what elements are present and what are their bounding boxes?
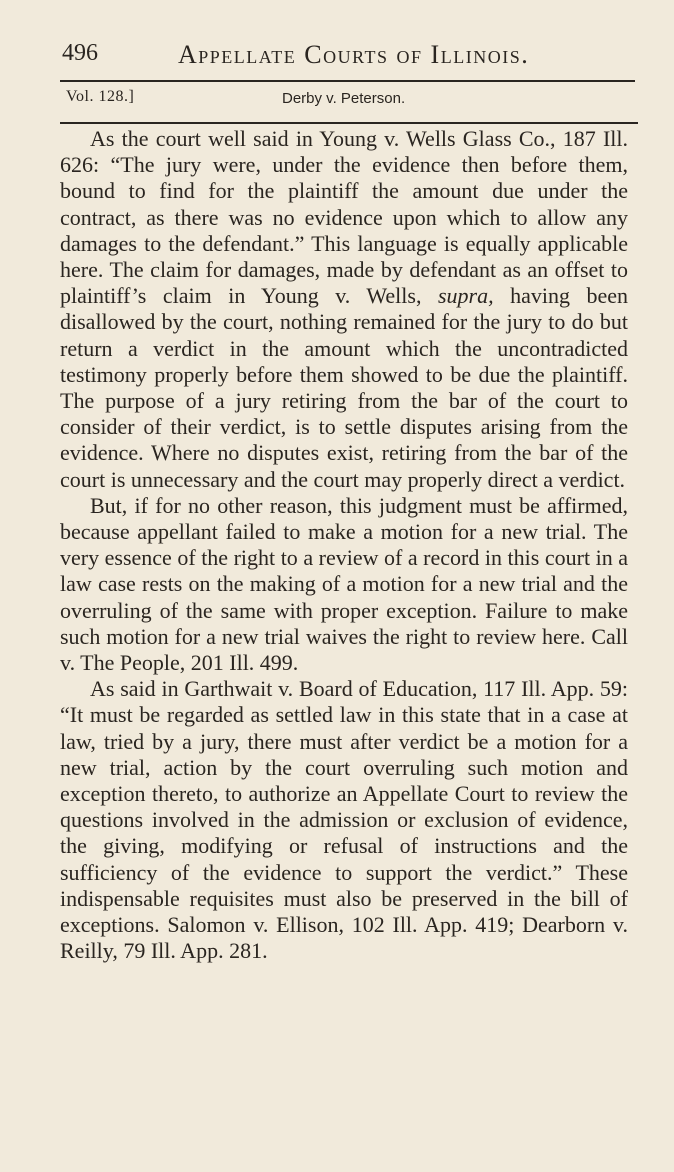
supra-citation: supra, <box>437 283 494 309</box>
paragraph-1-part-2: having been disallowed by the court, nothing remained for the jury to do but return a verdict in the amount which the uncontradicted testimony properly before them showed to be due the plaintiff. The purpose of a jury retiring from the bar of the court to consider of their verdict, is to settle disputes arising from the evidence. Where no disputes exist, retiring from the bar of the court is unnecessary and the court may properly direct a verdict. <box>60 283 629 492</box>
header-rule-top <box>60 80 635 82</box>
case-subheader <box>66 86 626 112</box>
running-header <box>62 40 552 76</box>
paragraph-1 <box>60 126 628 493</box>
opinion-text <box>60 126 628 965</box>
paragraph-3: As said in Garthwait v. Board of Education, 117 Ill. App. 59: “It must be regarded as settled law in this state that in a case at law, tried by a jury, there must after verdict be a motion for a new trial, action by the court overruling such motion and exception thereto, to authorize an Appellate Court to review the questions involved in the admission or exclusion of evidence, the giving, modifying or refusal of instructions and the sufficiency of the evidence to support the verdict.” These indispensable requisites must also be preserved in the bill of exceptions. Salomon v. Ellison, 102 Ill. App. 419; Dearborn v. Reilly, 79 Ill. App. 281. <box>60 676 628 964</box>
paragraph-1-part-1: As the court well said in Young v. Wells Glass Co., 187 Ill. 626: “The jury were, under the evidence then before them, bound to find for the plaintiff the amount due under the contract, as there was no evidence upon which to allow any damages to the defendant.” This language is equally applicable here. The claim for damages, made by defendant as an offset to plaintiff’s claim in Young v. Wells, <box>60 126 628 309</box>
volume-number: Vol. 128.] <box>66 88 135 105</box>
paragraph-2: But, if for no other reason, this judgment must be affirmed, because appellant failed to make a motion for a new trial. The very essence of the right to a review of a record in this court in a law case rests on the making of a motion for a new trial and the overruling of the same with proper exception. Failure to make such motion for a new trial waives the right to review here. Call v. The People, 201 Ill. 499. <box>60 492 628 676</box>
running-title: Appellate Courts of Illinois. <box>178 40 530 69</box>
header-rule-bottom <box>60 122 638 124</box>
page-number: 496 <box>62 40 98 66</box>
case-title: Derby v. Peterson. <box>282 90 406 107</box>
